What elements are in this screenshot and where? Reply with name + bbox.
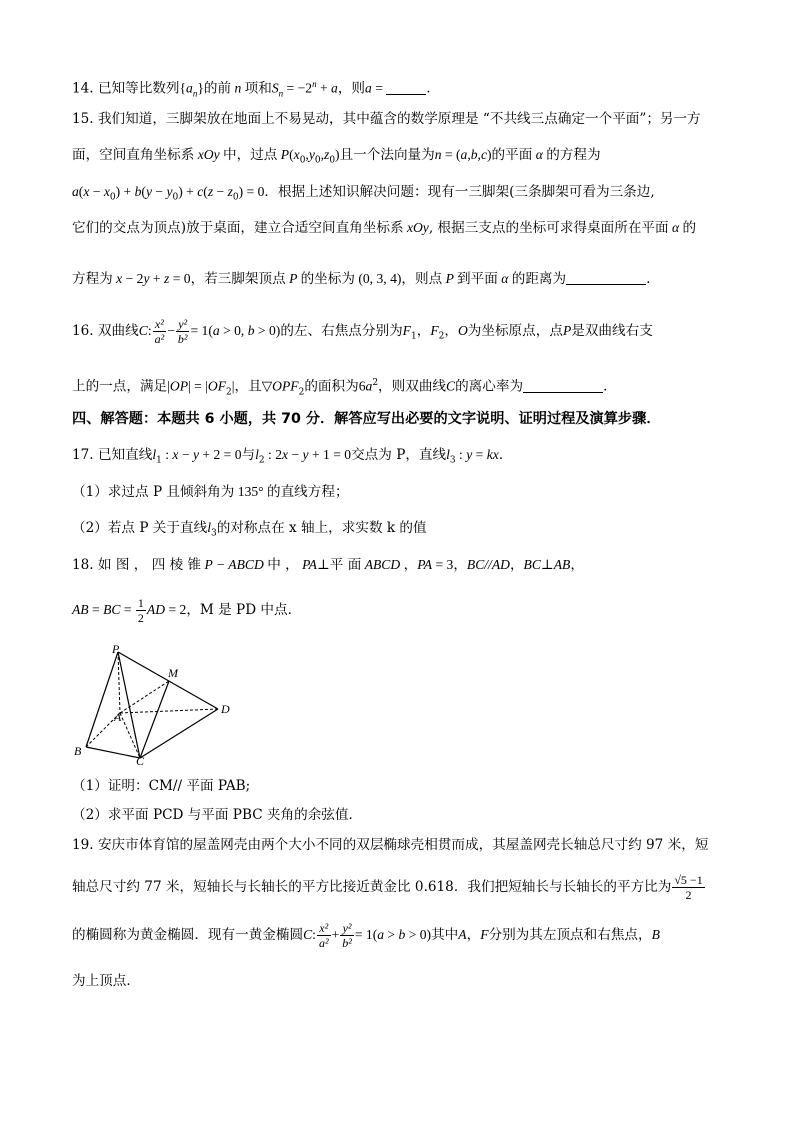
q16-text: ，	[416, 323, 431, 339]
q19-number: 19.	[72, 837, 94, 853]
q18-text: 平 面	[329, 557, 362, 573]
q15-text: 的方程为	[546, 147, 601, 163]
q17-sub2: （2）若点 P 关于直线$l_3$的对称点在 x 轴上，求实数 k 的值	[72, 520, 427, 539]
q17-text: （1）求过点 P 且倾斜角为	[72, 484, 235, 500]
q17-text: 交点为 P，直线	[351, 447, 447, 463]
q19-line1	[72, 835, 732, 855]
figure-label-B: B	[74, 744, 82, 758]
q19-text: 其中	[431, 927, 459, 943]
q16-answer-blank[interactable]	[523, 378, 603, 393]
q16-text: ，且	[234, 378, 262, 395]
q18-text: 如 图 ， 四 棱 锥	[97, 557, 202, 573]
q17-line1: 17. 已知直线$l_1$ : x − y + 2 = 0与$l_2$ : 2x − y + 1 = 0交点为 P，直线$l_3$ : y = kx．	[72, 447, 513, 466]
q19-line2: 轴总尺寸约 77 米，短轴长与长轴长的平方比接近黄金比 0.618．我们把短轴长与长轴长的平方比为 $\frac{√5 -1}{2}$	[72, 873, 703, 902]
q15-line4: 它们的交点为顶点)放于桌面，建立合适空间直角坐标系 xOy, 根据三支点的坐标可求得桌面所在平面 α 的	[72, 220, 697, 236]
q15-text: ．根据上述知识解决问题：现有一三脚架(三条脚架可看为三条边,	[264, 184, 655, 200]
q15-text: 方程为	[72, 271, 113, 287]
q15-text: 面，空间直角坐标系	[72, 147, 195, 163]
q14-line: 14. 已知等比数列$\{a_n\}$的前 n 项和$S_n = -2^n + a$，则a = .	[72, 79, 431, 99]
q15-text: 的平面	[491, 147, 533, 163]
q17-text: 的直线方程；	[267, 484, 349, 500]
q16-text: 是双曲线右支	[571, 323, 653, 339]
q16-text: 的面积为	[304, 378, 359, 395]
q19-text: 轴总尺寸约 77 米，短轴长与长轴长的平方比接近黄金比 0.618．我们把短轴长与长轴长的平方比为	[72, 879, 672, 895]
q17-text: 与	[241, 447, 256, 463]
q14-number: 14.	[72, 80, 94, 97]
q18-text: （2）求平面 PCD 与平面 PBC 夹角的余弦值．	[72, 807, 363, 823]
q19-text: 分别为其左顶点和右焦点，	[488, 927, 652, 943]
q15-text: 中，过点	[223, 147, 278, 163]
q17-text: 的对称点在 x 轴上，求实数 k 的值	[216, 520, 427, 536]
q19-text: 安庆市体育馆的屋盖网壳由两个大小不同的双层椭球壳相贯而成，其屋盖网壳长轴总尺寸约 97 米，短	[97, 837, 709, 853]
q15-line5: 方程为 x − 2y + z = 0，若三脚架顶点 P 的坐标为 (0, 3, 4)，则点 P 到平面 α 的距离为 .	[72, 271, 651, 287]
q16-text: 双曲线	[97, 323, 139, 339]
figure-label-D: D	[221, 702, 230, 716]
q15-text: 的坐标为	[300, 271, 355, 287]
q18-sub1	[72, 776, 732, 796]
figure-label-A: A	[114, 710, 122, 724]
q15-text: ，则点	[401, 271, 443, 287]
q19-line4	[72, 971, 732, 991]
q18-number: 18.	[72, 557, 94, 573]
q18-sub2	[72, 805, 732, 825]
section-4-title: 四、解答题：本题共 6 小题，共 70 分．解答应写出必要的文字说明、证明过程及演算步骤．	[72, 411, 661, 427]
q19-text: 的椭圆称为黄金椭圆．现有一黄金椭圆	[72, 927, 304, 943]
q15-text: 且一个法向量为	[339, 147, 435, 163]
q15-text: 的距离为	[511, 271, 567, 287]
q16-text: 为坐标原点，点	[467, 323, 563, 339]
q16-line2: 上的一点，满足$|OP| = |OF_2|$，且$▽OPF_2$的面积为$6a^2$，则双曲线C的离心率为 .	[72, 378, 608, 398]
q15-line3: $a(x - x_0) + b(y - y_0) + c(z - z_0) = 0$．根据上述知识解决问题：现有一三脚架(三条脚架可看为三条边,	[72, 184, 655, 203]
q14-text: ，则	[337, 80, 366, 97]
q14-text: 项和	[244, 80, 272, 97]
q14-answer-blank[interactable]	[386, 80, 426, 95]
figure-label-P: P	[112, 643, 120, 656]
q18-line2: AB = BC = $\frac{1}{2}$ AD = 2，M 是 PD 中点．	[72, 596, 302, 625]
q15-line1	[72, 109, 732, 129]
q17-text: 已知直线	[97, 447, 153, 463]
q17-number: 17.	[72, 447, 94, 463]
q17-sub1: （1）求过点 P 且倾斜角为 135° 的直线方程；	[72, 484, 349, 500]
q15-text: ，若三脚架顶点	[190, 271, 286, 287]
q18-line1: 18. 如 图 ， 四 棱 锥 P − ABCD 中 ， PA⊥平 面 ABCD ，PA = 3，BC//AD，BC⊥AB，	[72, 557, 584, 573]
q16-text: 的离心率为	[455, 378, 524, 395]
figure-label-M: M	[168, 666, 178, 680]
q17-text: （2）若点 P 关于直线	[72, 520, 208, 536]
q15-period: .	[646, 271, 651, 287]
q14-period: .	[426, 80, 431, 97]
q18-text: （1）证明：CM// 平面 PAB;	[72, 778, 251, 794]
q16-text: ，则双曲线	[378, 378, 447, 395]
figure-label-C: C	[136, 754, 145, 765]
q19-text: 为上顶点．	[72, 973, 140, 989]
q19-line3: 的椭圆称为黄金椭圆．现有一黄金椭圆C: $\frac{\text{x²}}{\text{a²}}$ + $\frac{\text{y²}}{\text{b²}}$ = 1(a > b > 0)其中A，F分别为其左顶点和右焦点，B	[72, 921, 660, 950]
q14-text: 的前	[203, 80, 232, 97]
q15-text: , 根据三支点的坐标可求得桌面所在平面	[428, 220, 669, 236]
q15-text: 的	[682, 220, 697, 236]
q16-text: 的左、右焦点分别为	[280, 323, 403, 339]
q16-period: .	[603, 378, 608, 395]
q18-text: 中 ，	[267, 557, 299, 573]
q16-line1: 16. 双曲线C: $\frac{\text{x²}}{\text{a²}}$ − $\frac{\text{y²}}{\text{b²}}$ = 1(a > 0, b > 0)的左、右焦点分别为$F_1$，$F_2$，O为坐标原点，点P是双曲线右支	[72, 317, 653, 346]
q14-text: 已知等比数列	[97, 80, 180, 97]
q16-number: 16.	[72, 323, 94, 339]
q18-text: ，M 是 PD 中点．	[186, 602, 302, 618]
q15-text: 我们知道，三脚架放在地面上不易晃动，其中蕴含的数学原理是 “不共线三点确定一个平面”；另一方	[97, 111, 701, 127]
q15-text: 到平面	[457, 271, 498, 287]
q15-answer-blank[interactable]	[566, 270, 646, 285]
q15-number: 15.	[72, 111, 94, 127]
pyramid-figure	[72, 643, 242, 765]
q16-text: 上的一点，满足	[72, 378, 168, 395]
q15-text: 它们的交点为顶点)放于桌面，建立合适空间直角坐标系	[72, 220, 404, 236]
q15-line2: 面，空间直角坐标系 xOy 中，过点 $P(x_0,y_0,z_0)$且一个法向量为n = (a,b,c)的平面 α 的方程为	[72, 147, 601, 166]
